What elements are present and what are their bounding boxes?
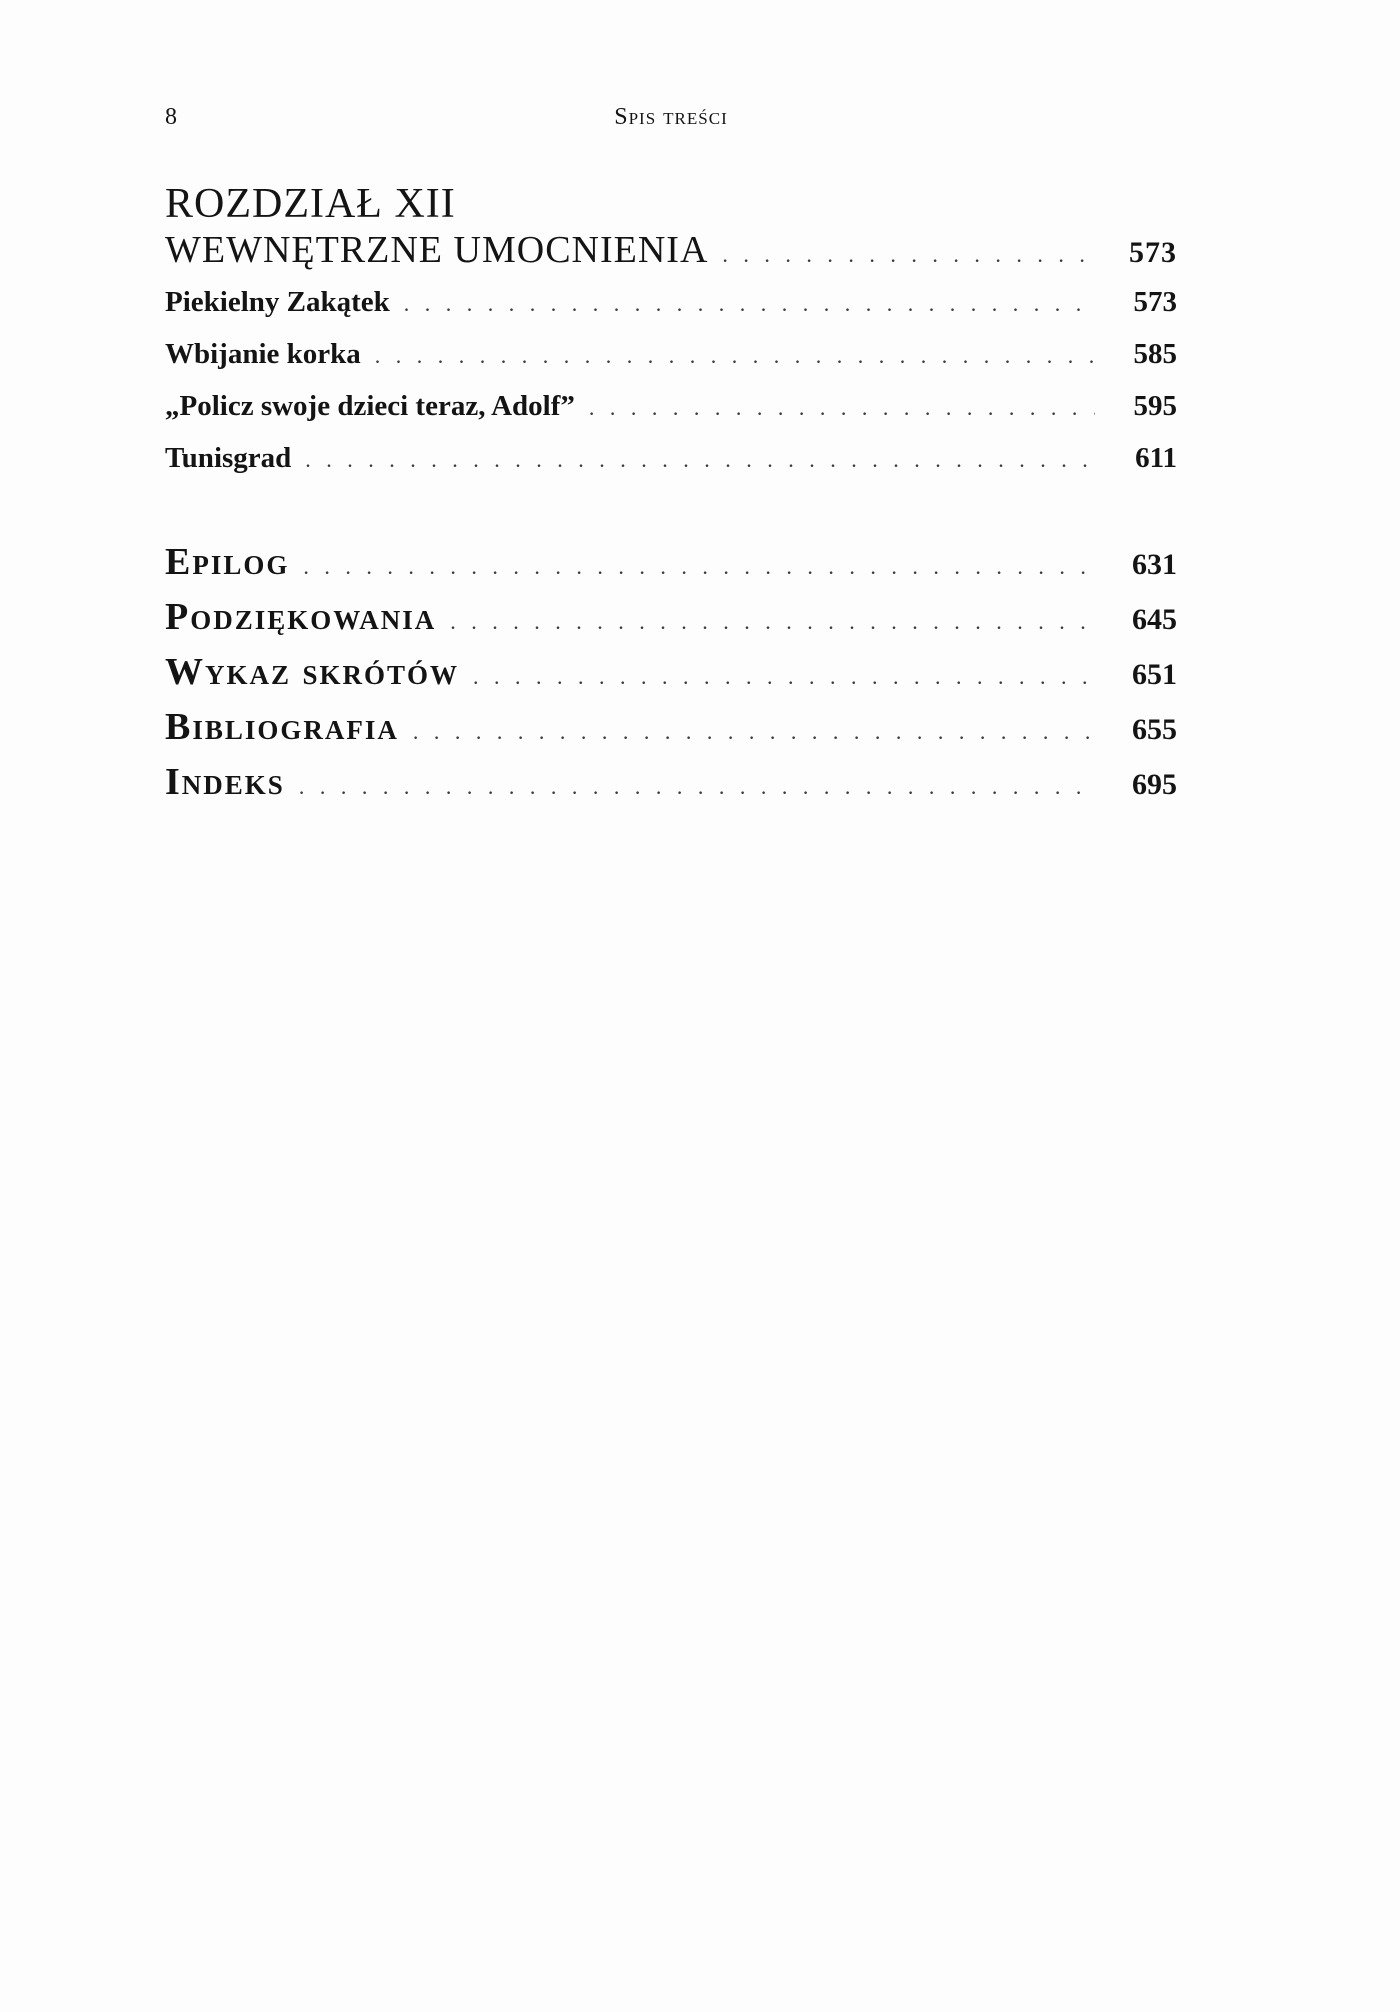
back-matter-page: 645 bbox=[1132, 603, 1177, 636]
table-of-contents bbox=[165, 180, 1177, 815]
dot-leader bbox=[473, 664, 1095, 690]
back-matter-page: 655 bbox=[1132, 713, 1177, 746]
toc-back-matter-row[interactable] bbox=[165, 760, 1177, 815]
dot-leader bbox=[413, 719, 1095, 745]
toc-section-row[interactable] bbox=[165, 390, 1177, 442]
dot-leader bbox=[404, 291, 1095, 317]
page-number: 8 bbox=[165, 104, 177, 130]
page-header bbox=[165, 100, 1177, 140]
chapter-page: 573 bbox=[1129, 236, 1177, 269]
chapter-title-row[interactable] bbox=[165, 228, 1177, 280]
toc-back-matter-row[interactable] bbox=[165, 595, 1177, 650]
toc-back-matter-row[interactable] bbox=[165, 705, 1177, 760]
dot-leader bbox=[722, 242, 1095, 268]
section-list bbox=[165, 286, 1177, 494]
section-title: Wbijanie korka bbox=[165, 338, 361, 370]
back-matter-title: Indeks bbox=[165, 761, 285, 803]
back-matter-title: Epilog bbox=[165, 541, 290, 583]
back-matter-title: Bibliografia bbox=[165, 706, 399, 748]
toc-back-matter-row[interactable] bbox=[165, 650, 1177, 705]
running-title: Spis treści bbox=[614, 104, 728, 130]
dot-leader bbox=[299, 774, 1095, 800]
toc-section-row[interactable] bbox=[165, 338, 1177, 390]
back-matter-page: 651 bbox=[1132, 658, 1177, 691]
section-title: Piekielny Zakątek bbox=[165, 286, 390, 318]
section-page: 595 bbox=[1133, 390, 1177, 422]
dot-leader bbox=[450, 609, 1095, 635]
back-matter-title: Podziękowania bbox=[165, 596, 437, 638]
chapter-label: ROZDZIAŁ XII bbox=[165, 181, 456, 227]
section-page: 611 bbox=[1135, 442, 1177, 474]
section-title: Tunisgrad bbox=[165, 442, 292, 474]
section-page: 573 bbox=[1133, 286, 1177, 318]
back-matter-title: Wykaz skrótów bbox=[165, 651, 460, 693]
section-page: 585 bbox=[1133, 338, 1177, 370]
toc-back-matter-row[interactable] bbox=[165, 540, 1177, 595]
section-title: „Policz swoje dzieci teraz, Adolf” bbox=[165, 390, 575, 422]
toc-section-row[interactable] bbox=[165, 442, 1177, 494]
dot-leader bbox=[589, 395, 1095, 421]
dot-leader bbox=[305, 447, 1095, 473]
back-matter-list bbox=[165, 540, 1177, 815]
back-matter-page: 631 bbox=[1132, 548, 1177, 581]
dot-leader bbox=[303, 554, 1095, 580]
chapter-title: WEWNĘTRZNE UMOCNIENIA bbox=[165, 229, 709, 271]
dot-leader bbox=[375, 343, 1095, 369]
back-matter-page: 695 bbox=[1132, 768, 1177, 801]
toc-section-row[interactable] bbox=[165, 286, 1177, 338]
